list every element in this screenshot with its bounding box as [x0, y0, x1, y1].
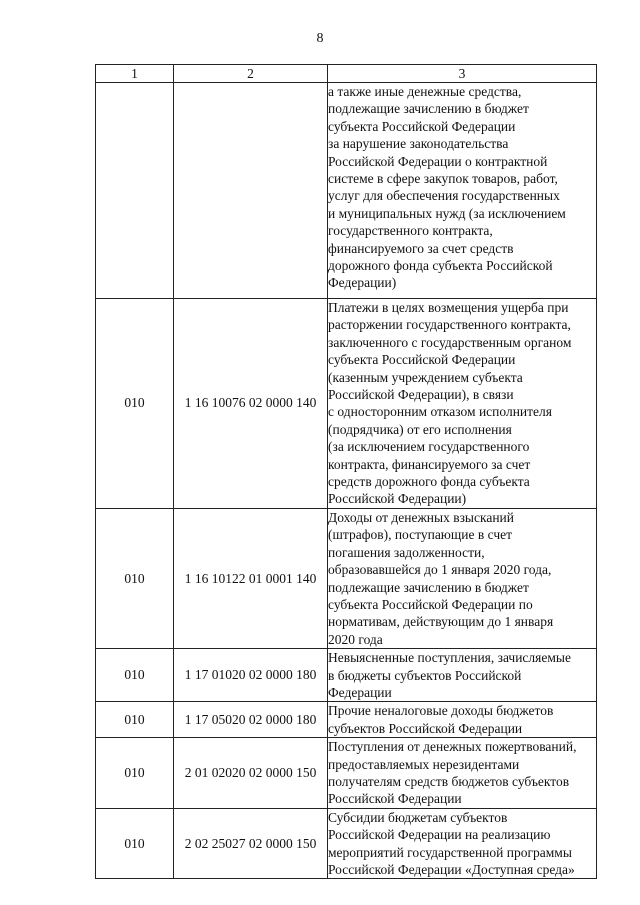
revenue-name-cell	[328, 299, 597, 509]
revenue-name-line: государственного контракта,	[328, 223, 493, 239]
admin-code-cell: 010	[96, 649, 174, 702]
revenue-name-line: Российской Федерации)	[328, 491, 467, 507]
table-row	[96, 508, 597, 648]
classification-code-cell: 1 16 10076 02 0000 140	[174, 299, 328, 509]
revenue-name-line: мероприятий государственной программы	[328, 844, 572, 860]
admin-code-cell: 010	[96, 738, 174, 809]
revenue-name-line: системе в сфере закупок товаров, работ,	[328, 171, 558, 187]
revenue-name-line: за нарушение законодательства	[328, 136, 509, 152]
admin-code-cell: 010	[96, 702, 174, 738]
admin-code-cell	[96, 83, 174, 299]
revenue-name-line: субъекта Российской Федерации	[328, 118, 516, 134]
revenue-name-line: Поступления от денежных пожертвований,	[328, 739, 577, 755]
revenue-name-line: Российской Федерации «Доступная среда»	[328, 862, 575, 877]
revenue-name-line: (подрядчика) от его исполнения	[328, 421, 512, 437]
column-header-2: 2	[174, 65, 328, 83]
revenue-name-line: Федерации)	[328, 275, 397, 291]
revenue-name-line: Российской Федерации на реализацию	[328, 827, 551, 843]
revenue-name-line: (за исключением государственного	[328, 439, 530, 455]
column-header-1: 1	[96, 65, 174, 83]
revenue-name-line: заключенного с государственным органом	[328, 334, 572, 350]
revenue-name-line: (казенным учреждением субъекта	[328, 369, 523, 385]
classification-code-cell	[174, 83, 328, 299]
admin-code-cell: 010	[96, 508, 174, 648]
revenue-name-line: (штрафов), поступающие в счет	[328, 527, 513, 543]
revenue-name-line: финансируемого за счет средств	[328, 240, 514, 256]
revenue-name-line: Прочие неналоговые доходы бюджетов	[328, 703, 554, 719]
revenue-name-line: и муниципальных нужд (за исключением	[328, 205, 566, 221]
revenue-name-line: подлежащие зачислению в бюджет	[328, 101, 529, 117]
revenue-name-line: а также иные денежные средства,	[328, 84, 522, 99]
revenue-name-line: нормативам, действующим до 1 января	[328, 614, 554, 630]
page-number: 8	[316, 31, 324, 46]
revenue-name-line: Российской Федерации о контрактной	[328, 153, 548, 169]
table-row	[96, 649, 597, 702]
admin-code-cell: 010	[96, 299, 174, 509]
revenue-name-line: дорожного фонда субъекта Российской	[328, 258, 553, 274]
revenue-name-cell	[328, 808, 597, 879]
revenue-name-cell	[328, 738, 597, 809]
column-header-3: 3	[328, 65, 597, 83]
revenue-name-line: субъекта Российской Федерации по	[328, 596, 533, 612]
table-row	[96, 83, 597, 299]
revenue-name-line: Федерации	[328, 684, 392, 700]
revenue-name-line: предоставляемых нерезидентами	[328, 756, 520, 772]
revenue-name-line: Российской Федерации	[328, 791, 462, 807]
revenue-name-line: образовавшейся до 1 января 2020 года,	[328, 562, 552, 578]
revenue-name-line: услуг для обеспечения государственных	[328, 188, 560, 204]
classification-code-cell: 2 01 02020 02 0000 150	[174, 738, 328, 809]
revenue-name-line: Субсидии бюджетам субъектов	[328, 809, 508, 825]
revenue-name-line: Невыясненные поступления, зачисляемые	[328, 650, 571, 666]
revenue-name-cell	[328, 83, 597, 299]
revenue-name-line: средств дорожного фонда субъекта	[328, 474, 530, 490]
revenue-name-line: погашения задолженности,	[328, 544, 485, 560]
table-row	[96, 702, 597, 738]
revenue-name-line: Доходы от денежных взысканий	[328, 509, 514, 525]
classification-code-cell: 1 16 10122 01 0001 140	[174, 508, 328, 648]
budget-classification-table	[95, 64, 597, 879]
revenue-name-line: расторжении государственного контракта,	[328, 317, 571, 333]
revenue-name-line: с односторонним отказом исполнителя	[328, 404, 552, 420]
revenue-name-cell	[328, 702, 597, 738]
revenue-name-cell	[328, 649, 597, 702]
table-header-row	[96, 65, 597, 83]
table-row	[96, 738, 597, 809]
classification-code-cell: 1 17 05020 02 0000 180	[174, 702, 328, 738]
revenue-name-line: подлежащие зачислению в бюджет	[328, 579, 529, 595]
revenue-name-line: 2020 года	[328, 631, 383, 647]
revenue-name-cell	[328, 508, 597, 648]
table-row	[96, 808, 597, 879]
classification-code-cell: 2 02 25027 02 0000 150	[174, 808, 328, 879]
revenue-name-line: в бюджеты субъектов Российской	[328, 667, 522, 683]
revenue-name-line: Российской Федерации), в связи	[328, 387, 514, 403]
table-row	[96, 299, 597, 509]
revenue-name-line: Платежи в целях возмещения ущерба при	[328, 300, 569, 315]
admin-code-cell: 010	[96, 808, 174, 879]
revenue-name-line: субъекта Российской Федерации	[328, 352, 516, 368]
revenue-name-line: субъектов Российской Федерации	[328, 720, 523, 736]
revenue-name-line: получателям средств бюджетов субъектов	[328, 773, 570, 789]
classification-code-cell: 1 17 01020 02 0000 180	[174, 649, 328, 702]
revenue-name-line: контракта, финансируемого за счет	[328, 456, 531, 472]
table-body	[96, 83, 597, 879]
